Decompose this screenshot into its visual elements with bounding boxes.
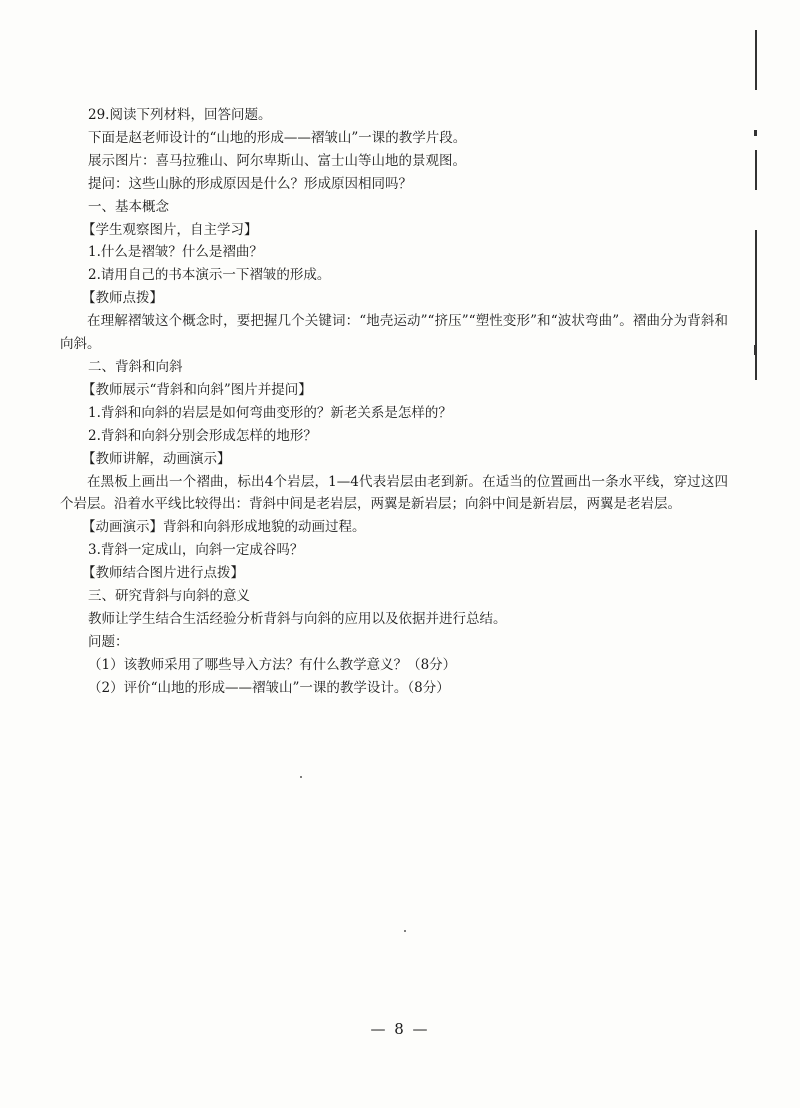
section-heading: 一、基本概念 — [88, 198, 169, 215]
section-heading: 三、研究背斜与向斜的意义 — [88, 588, 250, 605]
text-line: 【教师点拨】 — [82, 290, 163, 307]
paragraph: 在理解褶皱这个概念时，要把握几个关键词：“地壳运动”“挤压”“塑性变形”和“波状弯曲”。褶曲分为背斜和向斜。 — [60, 313, 728, 353]
text-line: 1.背斜和向斜的岩层是如何弯曲变形的？新老关系是怎样的？ — [88, 404, 452, 421]
scan-edge-tick — [754, 345, 757, 355]
text-line: 【教师讲解，动画演示】 — [82, 450, 231, 467]
question-content — [60, 104, 728, 700]
page-number: — 8 — — [370, 1020, 430, 1038]
text-line: 3.背斜一定成山，向斜一定成谷吗？ — [88, 542, 304, 559]
text-line: 2.请用自己的书本演示一下褶皱的形成。 — [88, 267, 331, 284]
text-line: 下面是赵老师设计的“山地的形成——褶皱山”一课的教学片段。 — [88, 129, 467, 146]
scan-speck — [404, 930, 406, 932]
scan-edge-line — [755, 230, 757, 380]
text-line: 【动画演示】背斜和向斜形成地貌的动画过程。 — [82, 519, 366, 536]
scan-edge-line — [755, 150, 757, 190]
text-line: 【教师结合图片进行点拨】 — [82, 565, 244, 582]
text-line: 教师让学生结合生活经验分析背斜与向斜的应用以及依据并进行总结。 — [88, 610, 507, 627]
text-line: 【教师展示“背斜和向斜”图片并提问】 — [82, 381, 312, 398]
question-title: 29.阅读下列材料，回答问题。 — [88, 107, 272, 123]
scan-edge-tick — [754, 130, 757, 136]
text-line: 提问：这些山脉的形成原因是什么？形成原因相同吗？ — [88, 175, 412, 192]
scan-edge-line — [755, 30, 757, 90]
text-line: 【学生观察图片，自主学习】 — [82, 221, 258, 238]
text-line: 问题： — [88, 633, 129, 650]
section-heading: 二、背斜和向斜 — [88, 358, 183, 375]
question-item: （1）该教师采用了哪些导入方法？有什么教学意义？（8分） — [88, 656, 457, 673]
scan-speck — [300, 776, 302, 778]
text-line: 2.背斜和向斜分别会形成怎样的地形？ — [88, 427, 317, 444]
text-line: 1.什么是褶皱？什么是褶曲？ — [88, 244, 263, 261]
text-line: 展示图片：喜马拉雅山、阿尔卑斯山、富士山等山地的景观图。 — [88, 152, 466, 169]
question-item: （2）评价“山地的形成——褶皱山”一课的教学设计。（8分） — [88, 679, 450, 696]
paragraph: 在黑板上画出一个褶曲，标出4个岩层，1—4代表岩层由老到新。在适当的位置画出一条水平线，穿过这四个岩层。沿着水平线比较得出：背斜中间是老岩层，两翼是新岩层；向斜中间是新岩层，两翼是老岩层。 — [60, 473, 728, 513]
